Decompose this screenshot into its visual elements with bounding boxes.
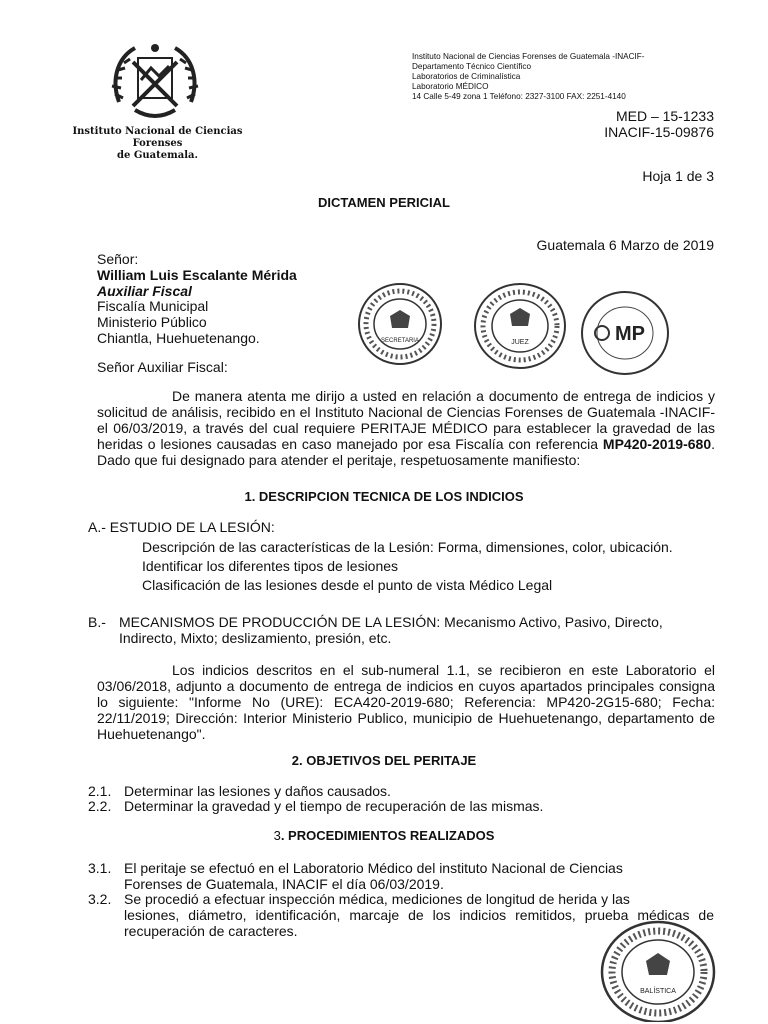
salutation: Señor:	[97, 251, 139, 267]
inacif-balistica-stamp	[598, 917, 718, 1022]
header-info-line: Laboratorios de Criminalística	[412, 72, 521, 81]
logo-caption-line2: de Guatemala.	[117, 150, 198, 161]
reference-med: MED – 15-1233	[615, 108, 714, 124]
page-number: Hoja 1 de 3	[642, 168, 714, 184]
reference-inacif: INACIF-15-09876	[604, 124, 714, 140]
recipient-address-line: Fiscalía Municipal	[97, 298, 209, 314]
item-text: El peritaje se efectuó en el Laboratorio Médico del instituto Nacional de Ciencias	[124, 860, 623, 876]
header-info	[412, 52, 732, 102]
intro-reference: MP420-2019-680	[602, 436, 712, 452]
greeting: Señor Auxiliar Fiscal:	[97, 359, 228, 375]
objective-item	[88, 783, 391, 799]
item-number: 3.2.	[88, 891, 112, 907]
item-number: 2.1.	[88, 783, 112, 799]
ministerio-publico-stamp	[578, 288, 673, 378]
item-text: Forenses de Guatemala, INACIF el día 06/03/2019.	[124, 876, 444, 892]
recipient-name: William Luis Escalante Mérida	[97, 267, 297, 283]
procedure-item	[88, 860, 715, 892]
judge-seal-stamp	[470, 280, 570, 372]
item-text: Determinar las lesiones y daños causados.	[124, 783, 391, 799]
item-number: 2.2.	[88, 798, 112, 814]
subsection-b-line: Indirecto, Mixto; deslizamiento, presión, etc.	[119, 630, 392, 646]
item-number: 3.1.	[88, 860, 112, 876]
subsection-b-text	[119, 614, 715, 646]
section-3-title	[0, 828, 768, 843]
item-text: Determinar la gravedad y el tiempo de recuperación de las mismas.	[124, 798, 544, 814]
section-2-title: 2. OBJETIVOS DEL PERITAJE	[291, 753, 477, 768]
recipient-address-line: Ministerio Público	[97, 314, 207, 330]
court-seal-stamp	[355, 280, 445, 368]
stamp-text: JUEZ	[511, 339, 529, 346]
document-title: DICTAMEN PERICIAL	[318, 195, 450, 210]
intro-text: De manera atenta me dirijo a usted en relación a documento de entrega de indicios y solicitud de análisis, recibido en el Instituto Nacional de Ciencias Forenses de Guatemala -INACIF- el 06/03/2019, a través del cual requiere PERITAJE MÉDICO para establecer la gravedad de las heridas o lesiones causadas en caso manejado por esa Fiscalía con referencia	[97, 388, 715, 452]
recipient-role: Auxiliar Fiscal	[97, 283, 192, 299]
inacif-logo	[50, 40, 265, 161]
document-date: Guatemala 6 Marzo de 2019	[536, 237, 714, 253]
list-item: Identificar los diferentes tipos de lesiones	[142, 558, 399, 574]
subsection-b-line: MECANISMOS DE PRODUCCIÓN DE LA LESIÓN: Mecanismo Activo, Pasivo, Directo,	[119, 614, 663, 630]
header-info-line: Instituto Nacional de Ciencias Forenses de Guatemala -INACIF-	[412, 52, 645, 61]
stamp-text: BALÍSTICA	[640, 988, 676, 995]
header-info-line: Departamento Técnico Científico	[412, 62, 532, 71]
header-info-line: Laboratorio MÉDICO	[412, 82, 489, 91]
subsection-a-label: A.- ESTUDIO DE LA LESIÓN:	[88, 519, 275, 535]
stamp-text: SECRETARIA	[381, 338, 419, 344]
intro-text: . Dado que fui designado para atender el peritaje, respetuosamente manifiesto:	[97, 436, 715, 468]
intro-paragraph	[97, 388, 715, 468]
logo-caption-line1: Instituto Nacional de Ciencias Forenses	[72, 126, 243, 149]
item-text: Se procedió a efectuar inspección médica, mediciones de longitud de herida y las	[124, 891, 630, 907]
objective-item	[88, 798, 544, 814]
header-info-line: 14 Calle 5-49 zona 1 Teléfono: 2327-3100 FAX: 2251-4140	[412, 92, 626, 101]
section-number: 3	[273, 828, 281, 843]
guatemala-coat-of-arms-icon	[105, 40, 205, 130]
procedure-item	[88, 891, 715, 939]
indicios-paragraph: Los indicios descritos en el sub-numeral 1.1, se recibieron en este Laboratorio el 03/06/2018, adjunto a documento de entrega de indicios en cuyos apartados principales consigna lo siguiente: "Informe No (URE): ECA420-2019-680; Referencia: MP420-2G15-680; Fecha: 22/11/2019; Dirección: Interior Ministerio Publico, municipio de Huehuetenango, departamento de Huehuetenango".	[97, 662, 715, 742]
list-item: Descripción de las características de la Lesión: Forma, dimensiones, color, ubicación.	[142, 539, 673, 555]
list-item: Clasificación de las lesiones desde el punto de vista Médico Legal	[142, 577, 553, 593]
stamp-text: MP	[615, 323, 645, 345]
recipient-address-line: Chiantla, Huehuetenango.	[97, 330, 260, 346]
subsection-b-label: B.-	[88, 614, 106, 630]
item-text: lesiones, diámetro, identificación, marcaje de los indicios remitidos, prueba médicas de recuperación de caracteres.	[124, 907, 714, 939]
section-1-title: 1. DESCRIPCION TECNICA DE LOS INDICIOS	[244, 489, 524, 504]
section-title-text: . PROCEDIMIENTOS REALIZADOS	[280, 828, 495, 843]
